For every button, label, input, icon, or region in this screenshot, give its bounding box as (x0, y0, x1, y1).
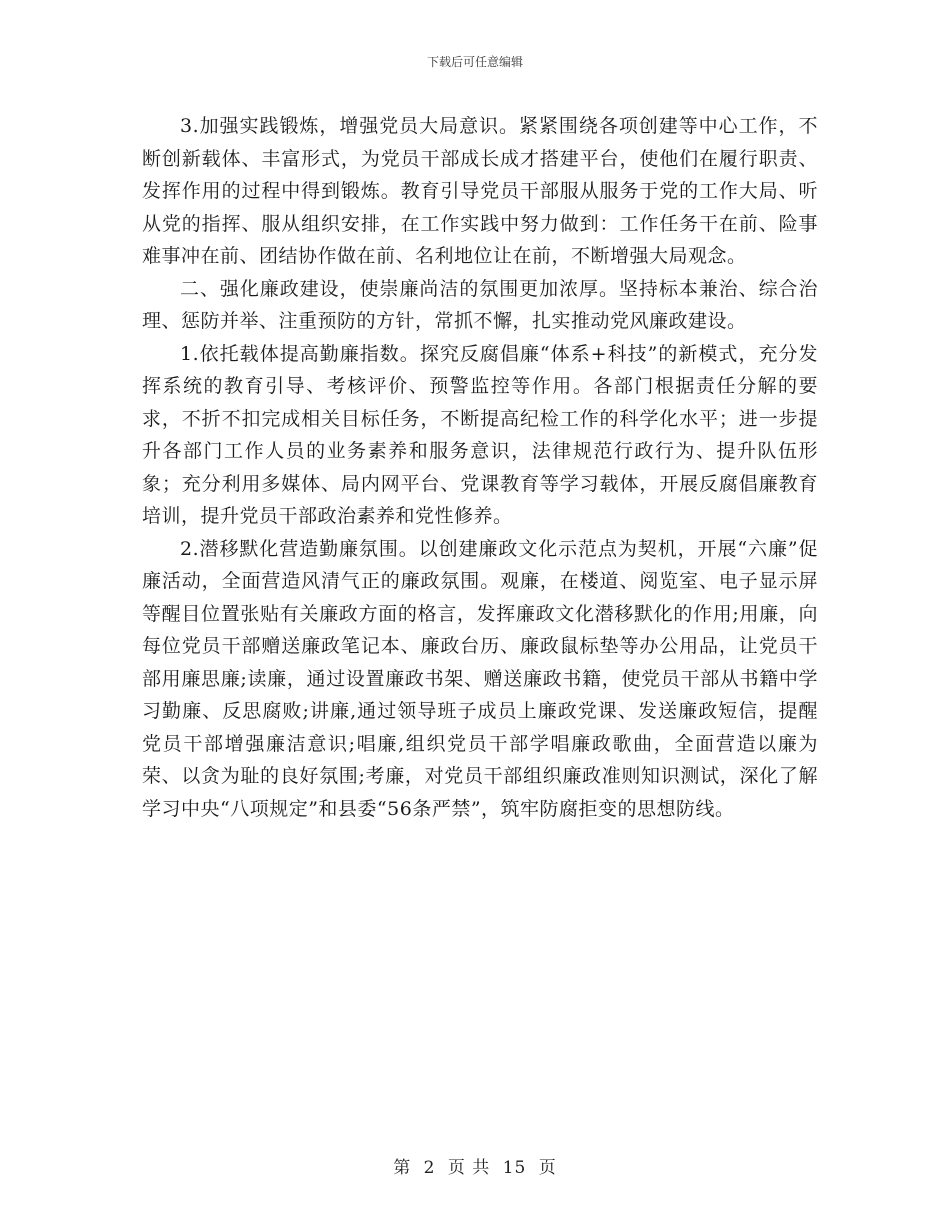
document-body (142, 110, 818, 825)
page-footer (0, 1153, 950, 1178)
footer-suffix: 页 (538, 1158, 557, 1178)
paragraph-integrity-atmosphere: 2.潜移默化营造勤廉氛围。以创建廉政文化示范点为契机，开展“六廉”促廉活动，全面营造风清气正的廉政氛围。观廉，在楼道、阅览室、电子显示屏等醒目位置张贴有关廉政方面的格言，发挥廉政文化潜移默化的作用;用廉，向每位党员干部赠送廉政笔记本、廉政台历、廉政鼠标垫等办公用品，让党员干部用廉思廉;读廉，通过设置廉政书架、赠送廉政书籍，使党员干部从书籍中学习勤廉、反思腐败;讲廉,通过领导班子成员上廉政党课、发送廉政短信，提醒党员干部增强廉洁意识;唱廉,组织党员干部学唱廉政歌曲，全面营造以廉为荣、以贪为耻的良好氛围;考廉，对党员干部组织廉政准则知识测试，深化了解学习中央“八项规定”和县委“56条严禁”，筑牢防腐拒变的思想防线。 (142, 537, 818, 820)
footer-total-pages: 15 (502, 1158, 527, 1178)
footer-page-number: 2 (423, 1158, 436, 1178)
page-header: 下载后可任意编辑 (426, 55, 523, 69)
paragraph-carrier-index: 1.依托载体提高勤廉指数。探究反腐倡廉“体系+科技”的新模式，充分发挥系统的教育引导、考核评价、预警监控等作用。各部门根据责任分解的要求，不折不扣完成相关目标任务，不断提高纪检工作的科学化水平；进一步提升各部门工作人员的业务素养和服务意识，法律规范行政行为、提升队伍形象；充分利用多媒体、局内网平台、党课教育等学习载体，开展反腐倡廉教育培训，提升党员干部政治素养和党性修养。 (142, 342, 818, 527)
paragraph-integrity-building: 二、强化廉政建设，使崇廉尚洁的氛围更加浓厚。坚持标本兼治、综合治理、惩防并举、注重预防的方针，常抓不懈，扎实推动党风廉政建设。 (142, 277, 818, 332)
footer-prefix: 第 (393, 1158, 412, 1178)
paragraph-practice-training: 3.加强实践锻炼，增强党员大局意识。紧紧围绕各项创建等中心工作，不断创新载体、丰富形式，为党员干部成长成才搭建平台，使他们在履行职责、发挥作用的过程中得到锻炼。教育引导党员干部服从服务于党的工作大局、听从党的指挥、服从组织安排，在工作实践中努力做到：工作任务干在前、险事难事冲在前、团结协作做在前、名利地位让在前，不断增强大局观念。 (142, 115, 818, 267)
footer-middle: 页 共 (447, 1158, 491, 1178)
